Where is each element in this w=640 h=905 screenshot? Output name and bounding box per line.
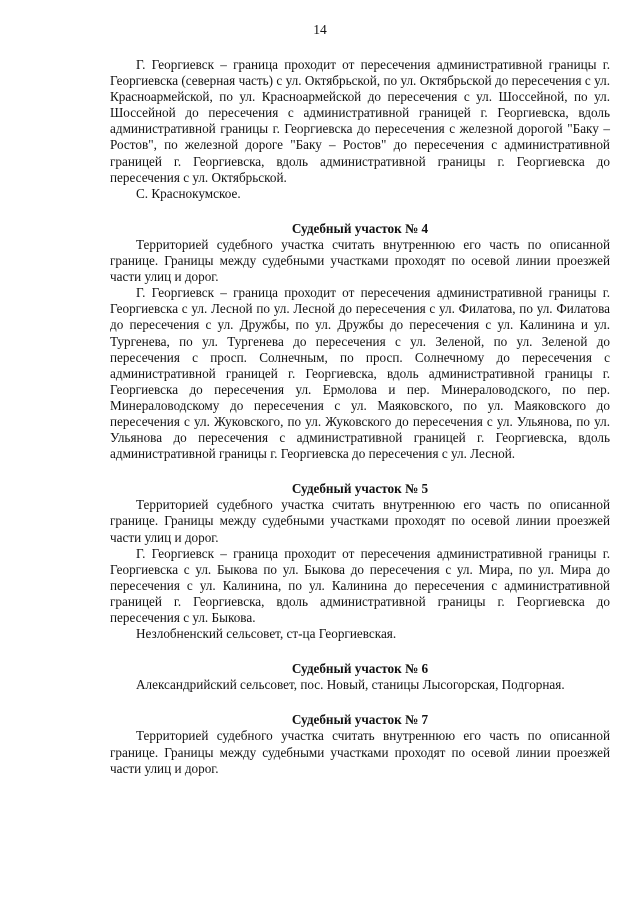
paragraph-section-7-territory: Территорией судебного участка считать внутреннюю его часть по описанной границе. Границы между судебными участками проходят по осевой линии проезжей части улиц и дорог.: [110, 728, 610, 776]
heading-section-4: Судебный участок № 4: [291, 220, 429, 236]
heading-section-5: Судебный участок № 5: [291, 481, 429, 497]
paragraph-section-5-territory: Территорией судебного участка считать внутреннюю его часть по описанной границе. Границы между судебными участками проходят по осевой линии проезжей части улиц и дорог.: [110, 497, 610, 545]
paragraph-krasnokumskoe: С. Краснокумское.: [136, 185, 241, 201]
heading-section-7: Судебный участок № 7: [291, 712, 429, 728]
paragraph-section-4-territory: Территорией судебного участка считать внутреннюю его часть по описанной границе. Границы между судебными участками проходят по осевой линии проезжей части улиц и дорог.: [110, 236, 610, 285]
page-number: 14: [313, 22, 327, 37]
paragraph-section-4-boundary: Г. Георгиевск – граница проходит от пересечения административной границы г. Георгиевска с ул. Лесной по ул. Лесной до пересечения с ул. Филатова, по ул. Филатова до пересечения с ул. Дружбы, по ул. Дружбы до пересечения с ул. Калинина и ул. Тургенева, по ул. Тургенева до пересечения с ул. Зеленой, по ул. Зеленой до пересечения с просп. Солнечным, по просп. Солнечному до пересечения с административной границей г. Георгиевска, вдоль административной границы г. Георгиевска до пересечения ул. Ермолова и пер. Минераловодского, по пер. Минераловодскому до пересечения с ул. Маяковского, по ул. Маяковского до пересечения с ул. Жуковского, по ул. Жуковского до пересечения с ул. Ульянова, по ул. Ульянова до пересечения с административной границей г. Георгиевска, вдоль административной границы г. Георгиевска до пересечения с ул. Лесной.: [110, 285, 610, 462]
paragraph-section-6-area: Александрийский сельсовет, пос. Новый, станицы Лысогорская, Подгорная.: [136, 677, 565, 693]
paragraph-section-5-boundary: Г. Георгиевск – граница проходит от пересечения административной границы г. Георгиевска с ул. Быкова по ул. Быкова до пересечения с ул. Мира, по ул. Мира до пересечения с ул. Калинина, по ул. Калинина до пересечения с административной границей г. Георгиевска, вдоль административной границы г. Георгиевска до пересечения с ул. Быкова.: [110, 545, 610, 625]
document-body: [110, 57, 610, 777]
heading-section-6: Судебный участок № 6: [291, 661, 429, 677]
paragraph-georgievsk-boundary-3: Г. Георгиевск – граница проходит от пересечения административной границы г. Георгиевска (северная часть) с ул. Октябрьской, по ул. Октябрьской до пересечения с ул. Красноармейской, по ул. Красноармейской до пересечения с ул. Шоссейной, по ул. Шоссейной до пересечения с административной границей г. Георгиевска, вдоль административной границы г. Георгиевска до пересечения с железной дорогой "Баку – Ростов", по железной дороге "Баку – Ростов" до пересечения с административной границей г. Георгиевска, вдоль административной границы г. Георгиевска до пересечения с ул. Октябрьской.: [110, 57, 610, 185]
paragraph-nezlobnensky: Незлобненский сельсовет, ст-ца Георгиевская.: [136, 626, 397, 642]
